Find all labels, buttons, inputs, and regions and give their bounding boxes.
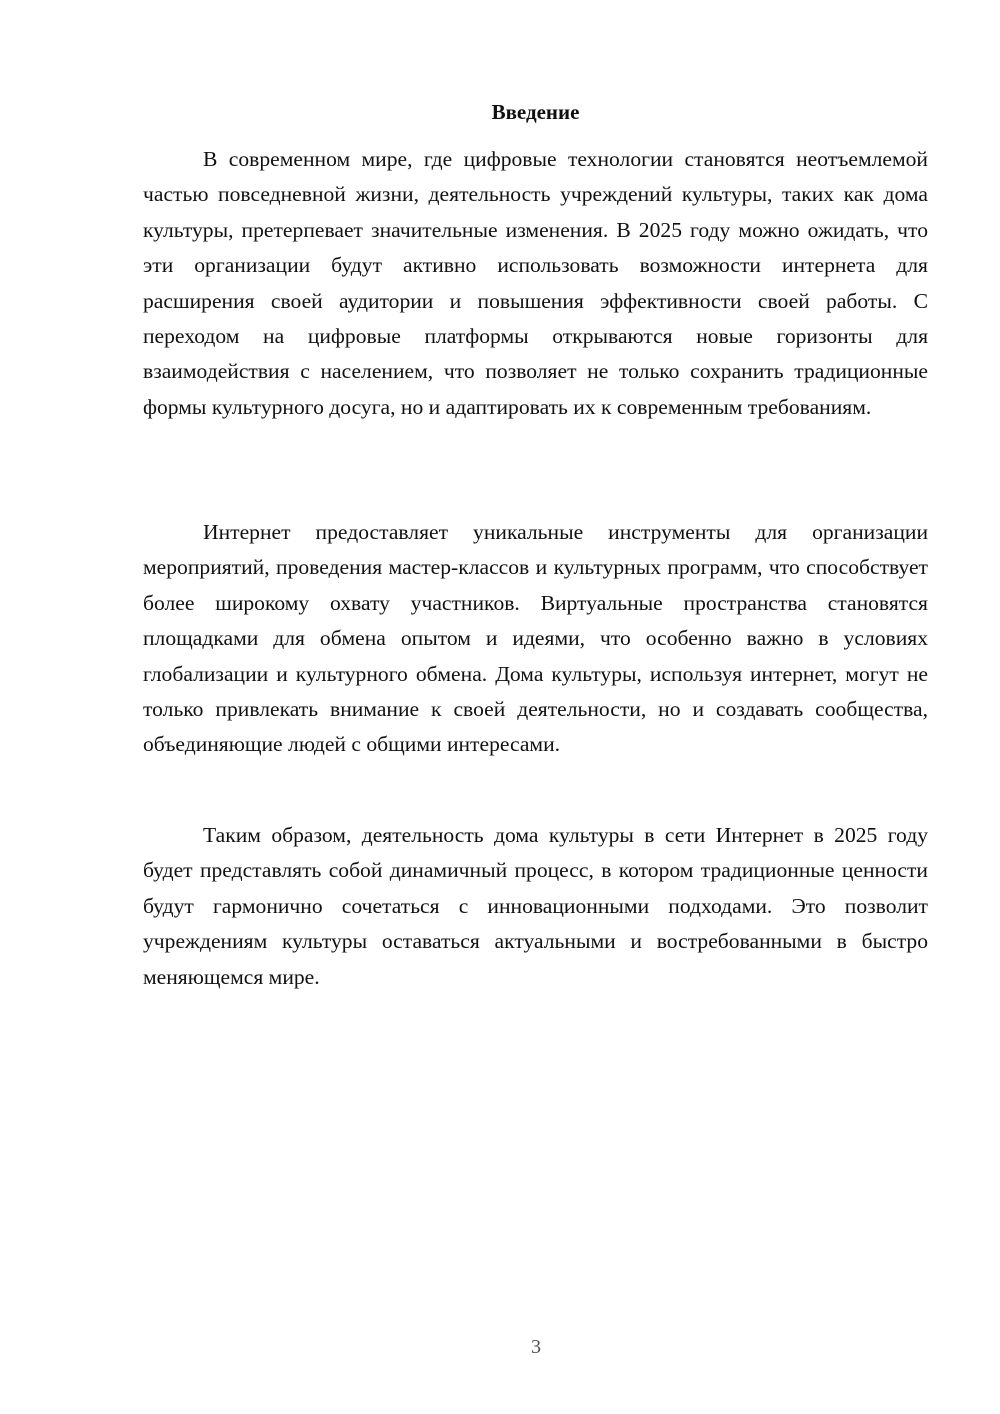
section-heading: Введение [491, 100, 580, 124]
page-number: 3 [531, 1336, 541, 1358]
paragraph-3: Таким образом, деятельность дома культуры в сети Интернет в 2025 году будет представлять собой динамичный процесс, в котором традиционные ценности будут гармонично сочетаться с инновационными подходами. Это позволит учреждениям культуры оставаться актуальными и востребованными в быстро меняющемся мире. [143, 823, 928, 989]
paragraph-2: Интернет предоставляет уникальные инструменты для организации мероприятий, проведения мастер-классов и культурных программ, что способствует более широкому охвату участников. Виртуальные пространства становятся площадками для обмена опытом и идеями, что особенно важно в условиях глобализации и культурного обмена. Дома культуры, используя интернет, могут не только привлекать внимание к своей деятельности, но и создавать сообщества, объединяющие людей с общими интересами. [143, 520, 928, 757]
paragraph-1: В современном мире, где цифровые технологии становятся неотъемлемой частью повседневной жизни, деятельность учреждений культуры, таких как дома культуры, претерпевает значительные изменения. В 2025 году можно ожидать, что эти организации будут активно использовать возможности интернета для расширения своей аудитории и повышения эффективности своей работы. С переходом на цифровые платформы открываются новые горизонты для взаимодействия с населением, что позволяет не только сохранить традиционные формы культурного досуга, но и адаптировать их к современным требованиям. [143, 147, 928, 419]
